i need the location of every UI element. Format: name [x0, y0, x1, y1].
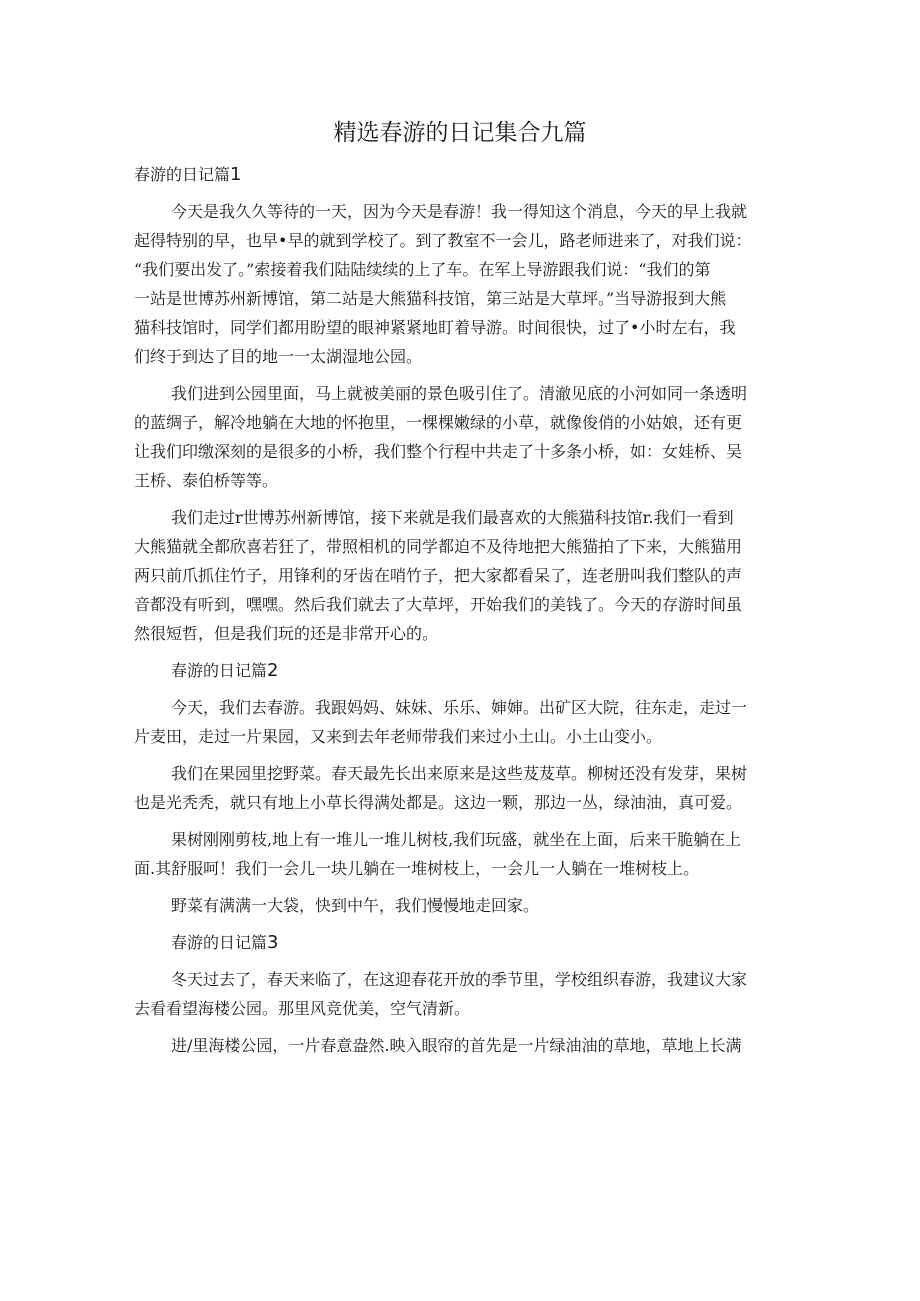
section-heading-1	[134, 160, 784, 189]
paragraph	[134, 825, 784, 883]
paragraph-line: 也是光秃秃，就只有地上小草长得满处都是。这边一颗，那边一丛，绿油油，真可爱。	[134, 793, 743, 812]
paragraph	[134, 503, 784, 648]
paragraph-line: 今天是我久久等待的一天，因为今天是春游！我一得知这个消息，今天的早上我就	[171, 202, 748, 221]
document-body	[134, 160, 784, 1068]
section-heading-text: 春游的日记篇	[171, 933, 268, 952]
section-heading-3	[134, 928, 784, 957]
paragraph-line: 让我们印缴深刻的是很多的小桥，我们整个行程中共走了十多条小桥，如：女娃桥、吴	[134, 442, 743, 461]
paragraph-line: 一站是世博苏州新博馆，第二站是大熊猫科技馆，第三站是大草坪。”当导游报到大熊	[134, 289, 727, 308]
paragraph-line: 大熊猫就全都欣喜若狂了，带照相机的同学都迫不及待地把大熊猫拍了下来，大熊猫用	[134, 537, 743, 556]
paragraph-line: 今天，我们去春游。我跟妈妈、妹妹、乐乐、婶婶。出矿区大院，往东走，走过一	[171, 698, 748, 717]
paragraph-line: 我们进到公园里面，马上就被美丽的景色吸引住了。清澈见底的小河如同一条透明	[171, 384, 748, 403]
paragraph	[134, 693, 784, 751]
paragraph	[134, 197, 784, 371]
paragraph-line: 王桥、泰伯桥等等。	[134, 471, 279, 490]
paragraph-line: 然很短哲，但是我们玩的还是非常开心的。	[134, 624, 439, 643]
section-heading-text: 春游的日记篇	[171, 661, 268, 680]
document-title: 精选春游的日记集合九篇	[333, 120, 587, 146]
paragraph	[134, 965, 784, 1023]
paragraph	[134, 1031, 784, 1060]
paragraph-line: 果树刚刚剪枝,地上有一堆儿一堆儿树枝,我们玩盛，就坐在上面，后来干脆躺在上	[171, 830, 742, 849]
paragraph-line: 起得特别的早，也早•早的就到学校了。到了教室不一会儿，路老师进来了，对我们说：	[134, 231, 752, 250]
paragraph-line: 我们在果园里挖野菜。春天最先长出来原来是这些芨芨草。柳树还没有发芽，果树	[171, 764, 748, 783]
paragraph-line: 音都没有听到，嘿嘿。然后我们就去了大草坪，开始我们的美钱了。今天的存游时间虽	[134, 595, 743, 614]
paragraph-line: 片麦田，走过一片果园，又来到去年老师带我们来过小土山。小土山变小。	[134, 727, 663, 746]
paragraph-line: 面.其舒服呵！我们一会儿一块儿躺在一堆树枝上，一会儿一人躺在一堆树枝上。	[134, 859, 700, 878]
paragraph-line: 们终于到达了目的地一一太湖湿地公园。	[134, 347, 423, 366]
paragraph-line: “我们要出发了。”索接着我们陆陆续续的上了车。在军上导游跟我们说：“我们的第	[134, 260, 711, 279]
paragraph-line: 两只前爪抓住竹子，用锋利的牙齿在哨竹子，把大家都看呆了，连老册叫我们整队的声	[134, 566, 743, 585]
paragraph-line: 我们走过r世博苏州新博馆，接下来就是我们最喜欢的大熊猫科技馆r.我们一看到	[171, 508, 734, 527]
paragraph-line: 的蓝绸子，解冷地躺在大地的怀抱里，一棵棵嫩绿的小草，就像俊俏的小姑娘，还有更	[134, 413, 743, 432]
section-heading-text: 春游的日记篇	[134, 165, 231, 184]
paragraph-line: 野菜有满满一大袋，快到中午，我们慢慢地走回家。	[171, 896, 540, 915]
section-heading-number: 1	[230, 164, 242, 185]
paragraph	[134, 891, 784, 920]
paragraph-line: 冬天过去了，春天来临了，在这迎春花开放的季节里，学校组织春游，我建议大家	[171, 970, 748, 989]
paragraph	[134, 379, 784, 495]
paragraph-line: 猫科技馆时，同学们都用盼望的眼神紧紧地盯着导游。时间很快，过了•小时左右，我	[134, 318, 736, 337]
paragraph-line: 去看看望海楼公园。那里风竞优美，空气清新。	[134, 999, 471, 1018]
paragraph	[134, 759, 784, 817]
paragraph-line: 进/里海楼公园，一片春意盎然.映入眼帘的首先是一片绿油油的草地，草地上长满	[171, 1036, 742, 1055]
section-heading-number: 2	[267, 660, 279, 681]
section-heading-number: 3	[267, 932, 279, 953]
section-heading-2	[134, 656, 784, 685]
